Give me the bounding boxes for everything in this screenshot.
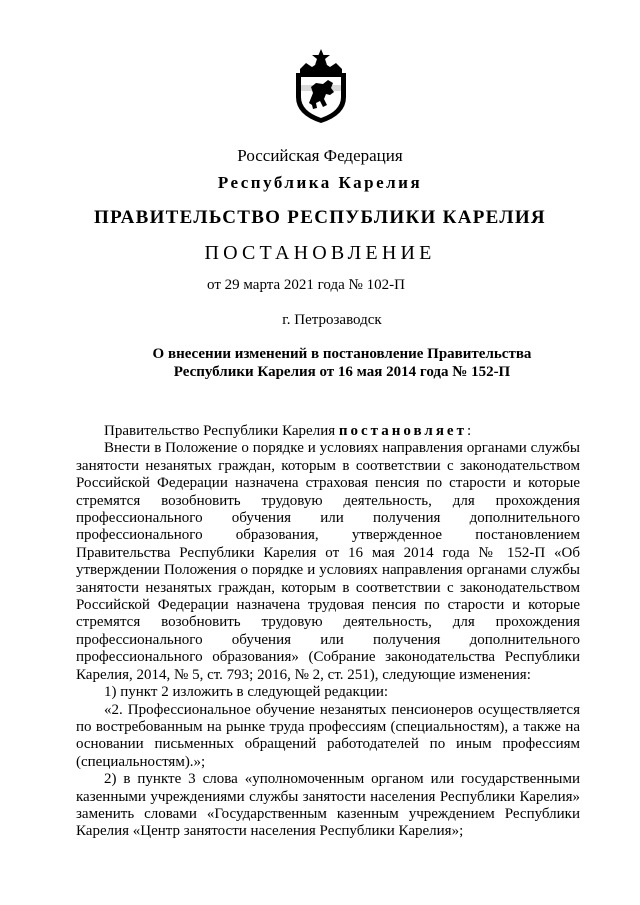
decree-title: ПОСТАНОВЛЕНИЕ [204,242,436,264]
subject-line-1: О внесении изменений в постановление Правительства [152,346,532,362]
intro-resolves: постановляет [338,423,467,439]
intro-paragraph [76,423,580,440]
decree-body [76,423,580,841]
subject-line-2: Республики Карелия от 16 мая 2014 года № 152-П [173,364,511,380]
government-heading: ПРАВИТЕЛЬСТВО РЕСПУБЛИКИ КАРЕЛИЯ [94,207,546,228]
decree-city: г. Петрозаводск [282,312,382,328]
decree-date: от 29 марта 2021 года № 102-П [207,277,405,293]
intro-suffix: : [466,423,472,439]
paragraph-4: 2) в пункте 3 слова «уполномоченным органом или государственными казенными учреждениями службы занятости населения Республики Карелия» заменить словами «Государственным казенным учреждением Республики Карелия «Центр занятости населения Республики Карелия»; [76,771,580,840]
coat-of-arms-icon [290,47,352,125]
federation-heading: Российская Федерация [237,146,403,165]
paragraph-1: Внести в Положение о порядке и условиях направления органами службы занятости незанятых граждан, которым в соответствии с законодательством Российской Федерации назначена страховая пенсия по старости и которые стремятся возобновить трудовую деятельность, для прохождения профессионального обучения или получения дополнительного профессионального образования, утвержденное постановлением Правительства Республики Карелия от 16 мая 2014 года № 152-П «Об утверждении Положения о порядке и условиях направления органами службы занятости незанятых граждан, которым в соответствии с законодательством Российской Федерации назначена трудовая пенсия по старости и которые стремятся возобновить трудовую деятельность, для прохождения профессионального обучения или получения дополнительного профессионального образования» (Собрание законодательства Республики Карелия, 2014, № 5, ст. 793; 2016, № 2, ст. 251), следующие изменения: [76,440,580,683]
paragraph-3: «2. Профессиональное обучение незанятых пенсионеров осуществляется по востребованным на рынке труда профессиям (специальностям), а также на основании письменных обращений работодателей по иным профессиям (специальностям).»; [76,701,580,770]
intro-prefix: Правительство Республики Карелия [104,423,339,439]
paragraph-2: 1) пункт 2 изложить в следующей редакции: [104,684,389,701]
decree-subject [32,345,640,381]
republic-heading: Республика Карелия [217,173,423,192]
